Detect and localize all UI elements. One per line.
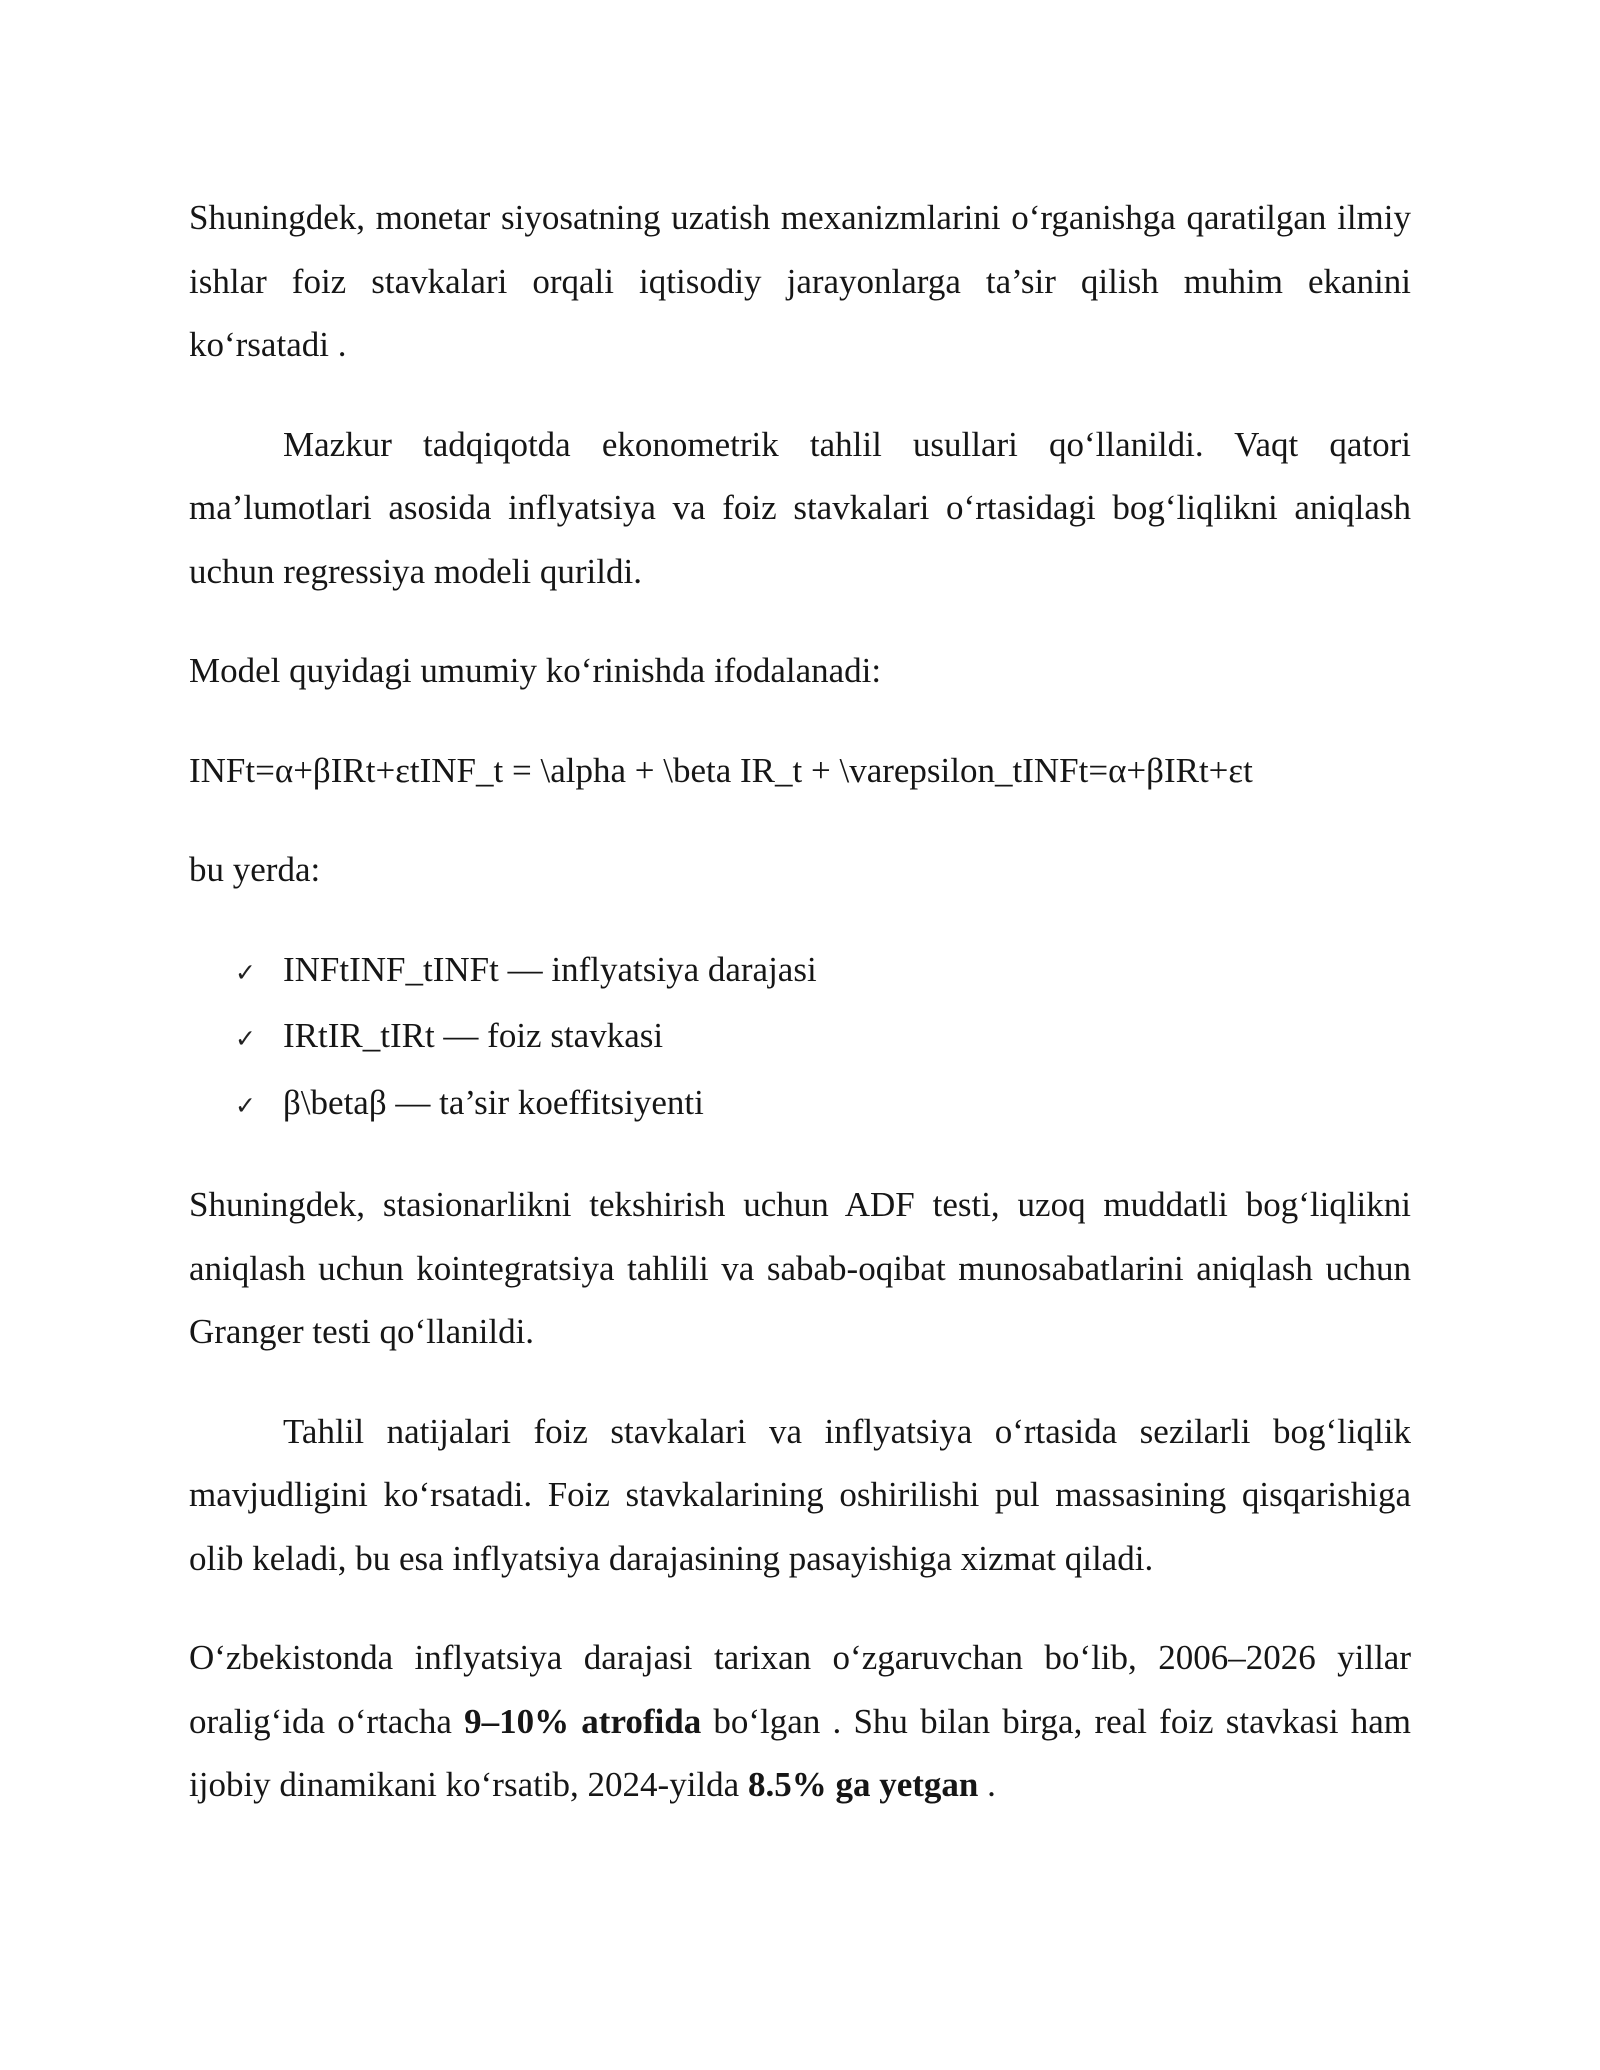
paragraph-where: bu yerda: bbox=[189, 850, 321, 889]
document-body bbox=[189, 186, 1411, 1853]
paragraph-monetary-transmission: Shuningdek, monetar siyosatning uzatish mexanizmlarini o‘rganishga qaratilgan ilmiy ishlar foiz stavkalari orqali iqtisodiy jarayonlarga ta’sir qilish muhim ekanini ko‘rsatadi . bbox=[189, 198, 1411, 364]
list-item bbox=[189, 1004, 1411, 1071]
check-mark-icon: ✓ bbox=[235, 1090, 256, 1120]
text-run: bo‘lgan . Shu bilan birga, real foiz stavkasi ham ijobiy dinamikani ko‘rsatib, 2024-yilda bbox=[189, 1701, 1411, 1804]
paragraph-uzbekistan-inflation bbox=[189, 1626, 1411, 1817]
paragraph-results: Tahlil natijalari foiz stavkalari va inflyatsiya o‘rtasida sezilarli bog‘liqlik mavjudligini ko‘rsatadi. Foiz stavkalarining oshirilishi pul massasining qisqarishiga olib keladi, bu esa inflyatsiya darajasining pasayishiga xizmat qiladi. bbox=[189, 1411, 1411, 1578]
check-mark-icon: ✓ bbox=[235, 1024, 256, 1053]
list-item-text: β\betaβ — ta’sir koeffitsiyenti bbox=[283, 1082, 704, 1122]
text-run: . bbox=[978, 1765, 996, 1804]
list-item-text: INFtINF_tINFt — inflyatsiya darajasi bbox=[283, 949, 817, 989]
paragraph-tests: Shuningdek, stasionarlikni tekshirish uchun ADF testi, uzoq muddatli bog‘liqlikni aniqlash uchun kointegratsiya tahlili va sabab-oqibat munosabatlarini aniqlash uchun Granger testi qo‘llanildi. bbox=[189, 1185, 1411, 1351]
paragraph-model-intro: Model quyidagi umumiy ko‘rinishda ifodalanadi: bbox=[189, 651, 882, 690]
text-run: O‘zbekistonda inflyatsiya darajasi tarixan o‘zgaruvchan bo‘lib, 2006–2026 yillar oralig‘ida o‘rtacha bbox=[189, 1638, 1411, 1741]
check-mark-icon: ✓ bbox=[235, 957, 256, 987]
list-item bbox=[189, 938, 1411, 1005]
variable-definitions-list bbox=[189, 938, 1411, 1138]
regression-formula: INFt=α+βIRt+εtINF_t = \alpha + \beta IR_t + \varepsilon_tINFt=α+βIRt+εt bbox=[189, 750, 1253, 790]
bold-real-rate: 8.5% ga yetgan bbox=[747, 1765, 979, 1804]
list-item bbox=[189, 1071, 1411, 1138]
list-item-text: IRtIR_tIRt — foiz stavkasi bbox=[283, 1016, 664, 1055]
bold-inflation-range: 9–10% atrofida bbox=[464, 1701, 702, 1741]
paragraph-methodology: Mazkur tadqiqotda ekonometrik tahlil usullari qo‘llanildi. Vaqt qatori ma’lumotlari asosida inflyatsiya va foiz stavkalari o‘rtasidagi bog‘liqlikni aniqlash uchun regressiya modeli qurildi. bbox=[189, 424, 1411, 591]
